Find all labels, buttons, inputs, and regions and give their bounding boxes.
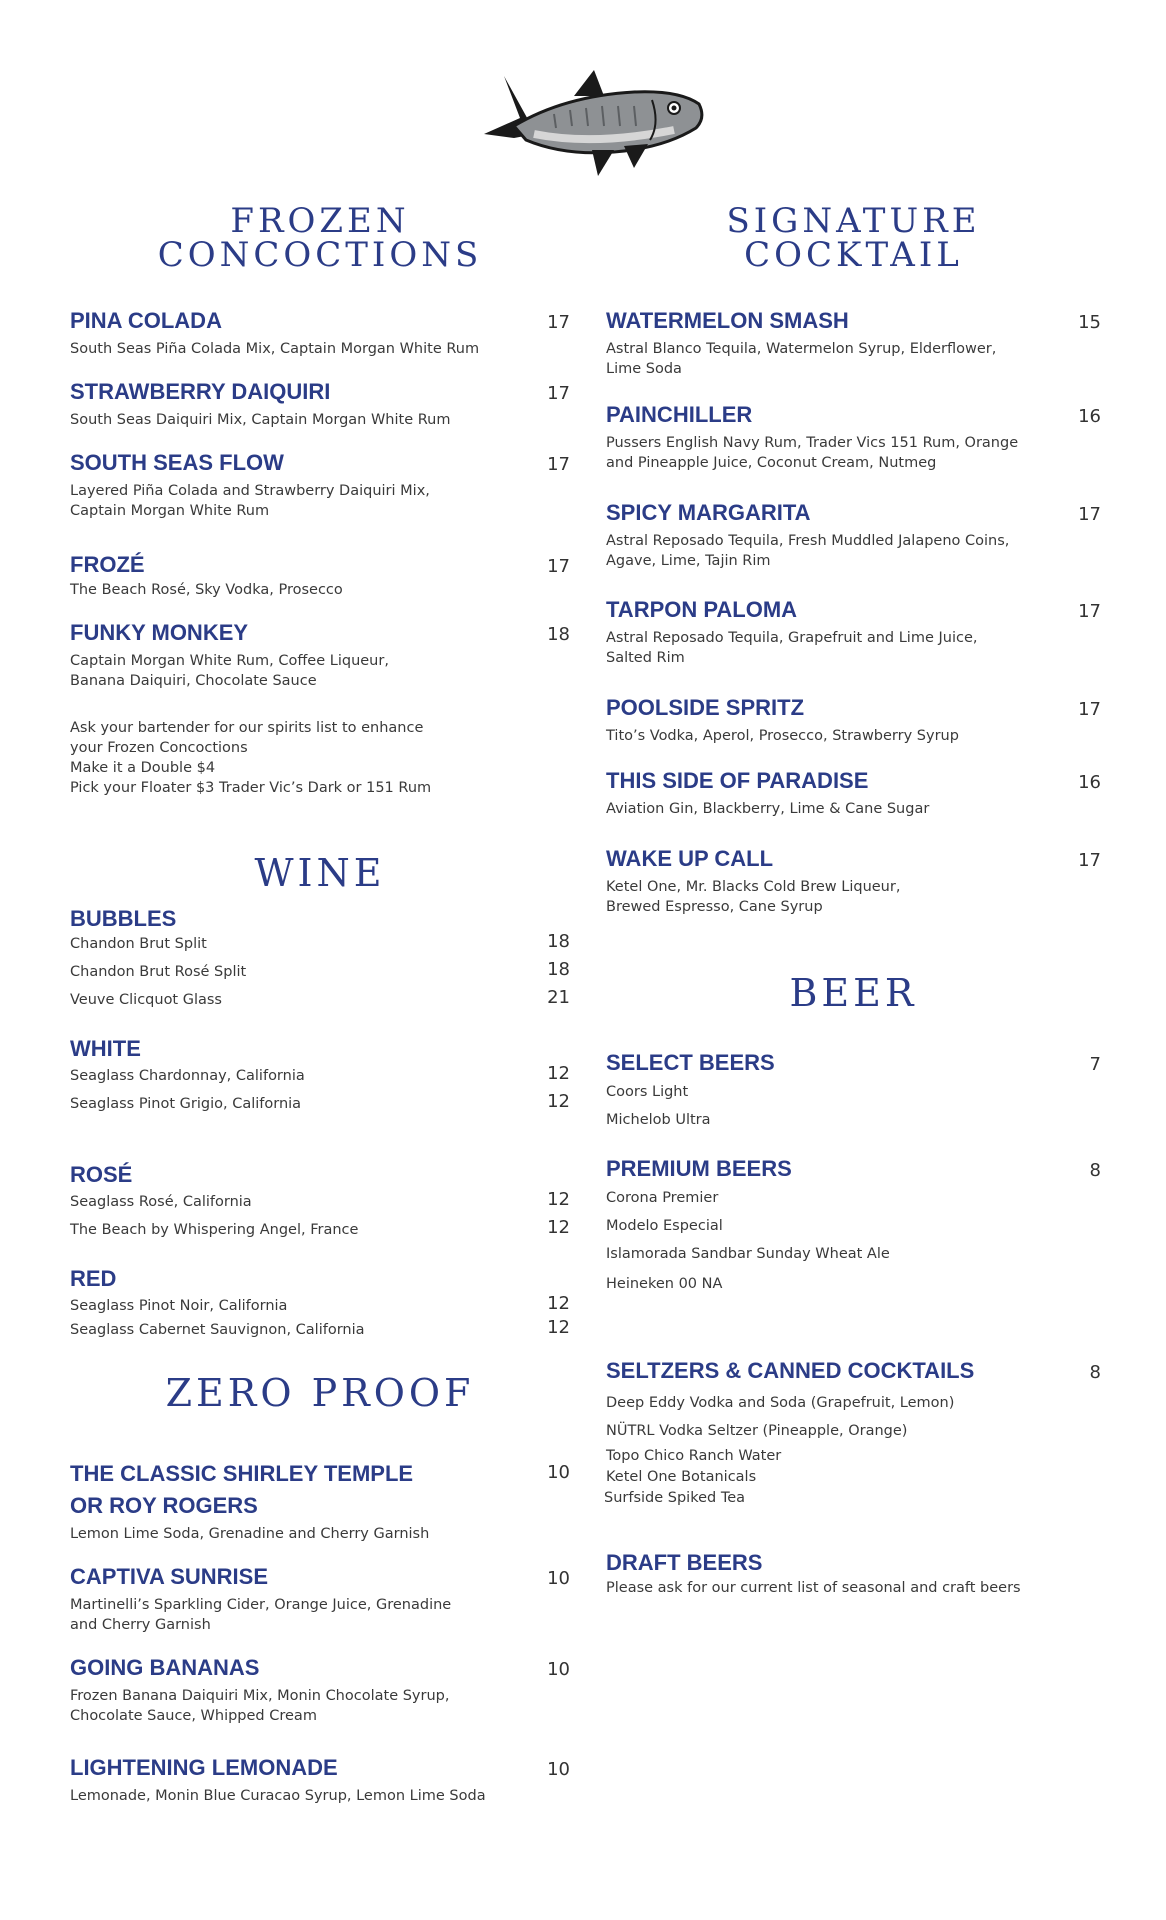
wine-row: The Beach by Whispering Angel, France 12 bbox=[70, 1217, 570, 1238]
item-desc: Lemonade, Monin Blue Curacao Syrup, Lemon Lime Soda bbox=[70, 1788, 486, 1804]
item-name: SELECT BEERS bbox=[606, 1050, 775, 1075]
item-desc: Pussers English Navy Rum, Trader Vics 151 Rum, Orange and Pineapple Juice, Coconut Cream, Nutmeg bbox=[606, 435, 1019, 471]
menu-item bbox=[606, 500, 1101, 571]
item-price: 17 bbox=[547, 556, 570, 577]
item-price: 10 bbox=[547, 1568, 570, 1589]
menu-item bbox=[70, 1458, 570, 1544]
item-name: FROZÉ bbox=[70, 552, 145, 577]
item-desc: Astral Blanco Tequila, Watermelon Syrup, Elderflower, Lime Soda bbox=[606, 341, 997, 377]
item-name: CAPTIVA SUNRISE bbox=[70, 1564, 269, 1589]
wine-row: Chandon Brut Rosé Split 18 bbox=[70, 959, 570, 980]
item-desc: Martinelli’s Sparkling Cider, Orange Juice, Grenadine and Cherry Garnish bbox=[70, 1597, 452, 1633]
item-desc: Captain Morgan White Rum, Coffee Liqueur, Banana Daiquiri, Chocolate Sauce bbox=[70, 653, 389, 689]
item-name: POOLSIDE SPRITZ bbox=[606, 695, 805, 720]
menu-item bbox=[70, 1655, 570, 1726]
item-price: 17 bbox=[1078, 601, 1101, 622]
item-desc: Layered Piña Colada and Strawberry Daiquiri Mix, Captain Morgan White Rum bbox=[70, 483, 430, 519]
beer-title: BEER bbox=[789, 971, 918, 1015]
item-price: 7 bbox=[1089, 1054, 1101, 1075]
item-desc: South Seas Daiquiri Mix, Captain Morgan White Rum bbox=[70, 412, 451, 428]
wine-row: Seaglass Chardonnay, California 12 bbox=[70, 1063, 570, 1084]
white-label: WHITE bbox=[70, 1036, 141, 1061]
item-price: 16 bbox=[1078, 406, 1101, 427]
menu-item bbox=[606, 402, 1101, 473]
red-label: RED bbox=[70, 1266, 117, 1291]
item-price: 8 bbox=[1089, 1160, 1101, 1181]
item-desc: Tito’s Vodka, Aperol, Prosecco, Strawberry Syrup bbox=[606, 728, 959, 744]
item-name: WAKE UP CALL bbox=[606, 846, 774, 871]
wine-row: Seaglass Rosé, California 12 bbox=[70, 1189, 570, 1210]
item-price: 17 bbox=[1078, 850, 1101, 871]
item-price: 17 bbox=[547, 312, 570, 333]
rose-label: ROSÉ bbox=[70, 1162, 133, 1187]
item-name: SPICY MARGARITA bbox=[606, 500, 811, 525]
item-name: SELTZERS & CANNED COCKTAILS bbox=[606, 1358, 975, 1383]
item-desc: Astral Reposado Tequila, Grapefruit and Lime Juice, Salted Rim bbox=[606, 630, 978, 666]
item-name: FUNKY MONKEY bbox=[70, 620, 249, 645]
wine-row: Seaglass Pinot Grigio, California 12 bbox=[70, 1091, 570, 1112]
item-name: WATERMELON SMASH bbox=[606, 308, 849, 333]
menu-item bbox=[70, 450, 570, 521]
item-desc: South Seas Piña Colada Mix, Captain Morgan White Rum bbox=[70, 341, 480, 357]
item-price: 17 bbox=[547, 454, 570, 475]
wine-row: Seaglass Pinot Noir, California 12 bbox=[70, 1293, 570, 1314]
frozen-note: Ask your bartender for our spirits list to enhance your Frozen Concoctions Make it a Double $4 Pick your Floater $3 Trader Vic’s Dark or 151 Rum bbox=[70, 720, 432, 796]
zero-proof-title: ZERO PROOF bbox=[165, 1371, 475, 1415]
beer-list: Corona Premier Modelo Especial Islamorada Sandbar Sunday Wheat Ale Heineken 00 NA bbox=[606, 1190, 890, 1292]
menu-item bbox=[606, 308, 1101, 379]
item-desc: Lemon Lime Soda, Grenadine and Cherry Garnish bbox=[70, 1526, 430, 1542]
wine-row: Chandon Brut Split 18 bbox=[70, 931, 570, 952]
item-desc: Aviation Gin, Blackberry, Lime & Cane Sugar bbox=[606, 801, 930, 817]
item-price: 10 bbox=[547, 1759, 570, 1780]
wine-title: WINE bbox=[254, 851, 386, 895]
beer-list: Coors Light Michelob Ultra bbox=[606, 1084, 711, 1128]
menu-item bbox=[70, 379, 570, 430]
menu-item bbox=[70, 1755, 570, 1806]
wine-row: Seaglass Cabernet Sauvignon, California 12 bbox=[70, 1317, 570, 1338]
menu-item bbox=[70, 308, 570, 359]
item-price: 15 bbox=[1078, 312, 1101, 333]
item-name: GOING BANANAS bbox=[70, 1655, 260, 1680]
item-name: THE CLASSIC SHIRLEY TEMPLE OR ROY ROGERS bbox=[70, 1461, 414, 1518]
menu-item bbox=[606, 597, 1101, 668]
item-price: 16 bbox=[1078, 772, 1101, 793]
item-name: PINA COLADA bbox=[70, 308, 222, 333]
bubbles-label: BUBBLES bbox=[70, 906, 177, 931]
menu-item bbox=[70, 552, 570, 600]
item-name: STRAWBERRY DAIQUIRI bbox=[70, 379, 331, 404]
menu-item bbox=[606, 768, 1101, 819]
menu-item bbox=[70, 1564, 570, 1635]
item-name: SOUTH SEAS FLOW bbox=[70, 450, 284, 475]
menu-item bbox=[606, 695, 1101, 746]
item-desc: The Beach Rosé, Sky Vodka, Prosecco bbox=[70, 582, 343, 598]
menu-item bbox=[70, 620, 570, 691]
item-price: 17 bbox=[547, 383, 570, 404]
beer-group bbox=[606, 1156, 1101, 1298]
item-price: 8 bbox=[1089, 1362, 1101, 1383]
signature-title: SIGNATURE COCKTAIL bbox=[726, 201, 981, 275]
item-desc: Ketel One, Mr. Blacks Cold Brew Liqueur, Brewed Espresso, Cane Syrup bbox=[606, 879, 901, 915]
item-name: DRAFT BEERS bbox=[606, 1550, 763, 1575]
wine-row: Veuve Clicquot Glass 21 bbox=[70, 987, 570, 1008]
item-name: PAINCHILLER bbox=[606, 402, 753, 427]
item-desc: Frozen Banana Daiquiri Mix, Monin Chocolate Syrup, Chocolate Sauce, Whipped Cream bbox=[70, 1688, 450, 1724]
item-price: 17 bbox=[1078, 699, 1101, 720]
item-price: 17 bbox=[1078, 504, 1101, 525]
menu-item bbox=[606, 846, 1101, 917]
beer-group bbox=[606, 1358, 1101, 1509]
frozen-title: FROZEN CONCOCTIONS bbox=[157, 201, 483, 275]
beer-group bbox=[606, 1050, 1101, 1134]
beer-group bbox=[606, 1550, 1101, 1598]
item-price: 10 bbox=[547, 1462, 570, 1483]
item-name: PREMIUM BEERS bbox=[606, 1156, 792, 1181]
beer-list: Deep Eddy Vodka and Soda (Grapefruit, Lemon) NÜTRL Vodka Seltzer (Pineapple, Orange) Topo Chico Ranch Water Ketel One Botanicals Surfside Spiked Tea bbox=[604, 1395, 955, 1506]
item-price: 18 bbox=[547, 624, 570, 645]
item-name: THIS SIDE OF PARADISE bbox=[606, 768, 869, 793]
tarpon-fish-icon bbox=[474, 56, 710, 180]
item-name: LIGHTENING LEMONADE bbox=[70, 1755, 338, 1780]
item-name: TARPON PALOMA bbox=[606, 597, 798, 622]
item-price: 10 bbox=[547, 1659, 570, 1680]
item-desc: Please ask for our current list of seasonal and craft beers bbox=[606, 1580, 1021, 1596]
item-desc: Astral Reposado Tequila, Fresh Muddled Jalapeno Coins, Agave, Lime, Tajin Rim bbox=[606, 533, 1010, 569]
